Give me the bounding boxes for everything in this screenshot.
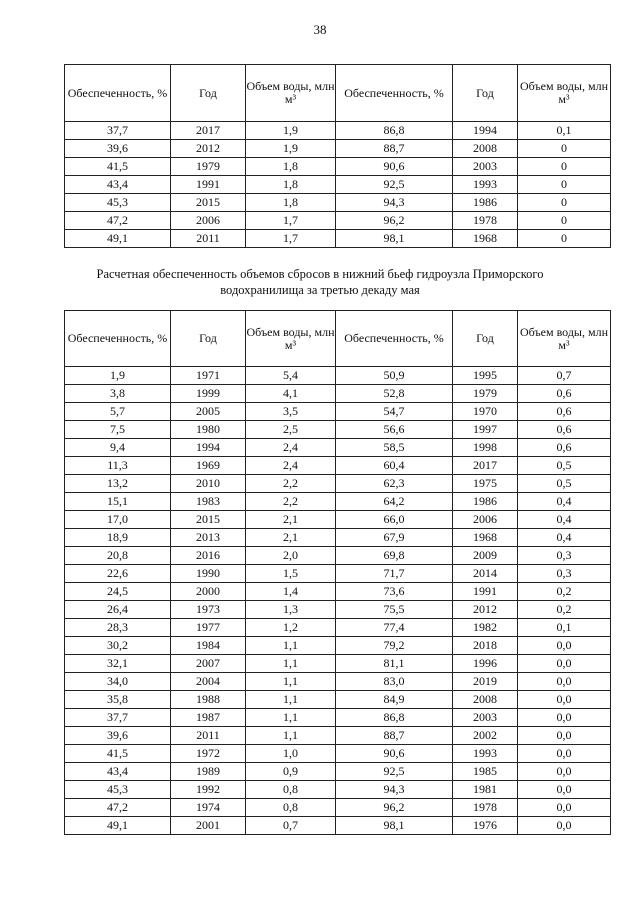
table-row	[65, 457, 611, 475]
cell-probability: 35,8	[65, 691, 171, 709]
cell-volume: 0,0	[518, 817, 611, 835]
table-row	[65, 619, 611, 637]
cell-year: 1982	[453, 619, 518, 637]
cell-probability: 28,3	[65, 619, 171, 637]
table-row	[65, 403, 611, 421]
cell-year: 1983	[171, 493, 246, 511]
cell-year: 2002	[453, 727, 518, 745]
cell-probability: 75,5	[336, 601, 453, 619]
cell-year: 2016	[171, 547, 246, 565]
table-row	[65, 781, 611, 799]
header-year: Год	[171, 311, 246, 367]
cell-volume: 1,1	[246, 727, 336, 745]
cell-volume: 0,6	[518, 403, 611, 421]
table-row	[65, 230, 611, 248]
cell-volume: 1,3	[246, 601, 336, 619]
cell-year: 1989	[171, 763, 246, 781]
header-volume: Объем воды, млн м³	[518, 65, 611, 122]
table-row	[65, 817, 611, 835]
table-row	[65, 745, 611, 763]
cell-volume: 0,6	[518, 385, 611, 403]
cell-year: 1994	[453, 122, 518, 140]
cell-probability: 56,6	[336, 421, 453, 439]
header-year: Год	[453, 311, 518, 367]
cell-probability: 84,9	[336, 691, 453, 709]
cell-year: 2001	[171, 817, 246, 835]
cell-year: 1979	[171, 158, 246, 176]
cell-probability: 69,8	[336, 547, 453, 565]
cell-probability: 45,3	[65, 194, 171, 212]
cell-year: 1977	[171, 619, 246, 637]
cell-year: 1993	[453, 176, 518, 194]
cell-probability: 39,6	[65, 140, 171, 158]
cell-volume: 1,7	[246, 212, 336, 230]
cell-volume: 0,5	[518, 475, 611, 493]
cell-probability: 94,3	[336, 781, 453, 799]
cell-year: 1974	[171, 799, 246, 817]
table-row	[65, 385, 611, 403]
table-caption: Расчетная обеспеченность объемов сбросов в нижний бьеф гидроузла Приморского водохранилища за третью декаду мая	[96, 267, 544, 297]
cell-year: 2008	[453, 691, 518, 709]
cell-probability: 98,1	[336, 230, 453, 248]
cell-year: 2014	[453, 565, 518, 583]
header-year: Год	[171, 65, 246, 122]
cell-volume: 0,8	[246, 799, 336, 817]
cell-probability: 41,5	[65, 158, 171, 176]
cell-probability: 90,6	[336, 745, 453, 763]
table-row	[65, 122, 611, 140]
cell-year: 1996	[453, 655, 518, 673]
cell-year: 2003	[453, 709, 518, 727]
cell-probability: 5,7	[65, 403, 171, 421]
cell-volume: 0,0	[518, 745, 611, 763]
cell-volume: 0,4	[518, 511, 611, 529]
cell-probability: 73,6	[336, 583, 453, 601]
cell-year: 1973	[171, 601, 246, 619]
cell-volume: 1,1	[246, 709, 336, 727]
table-row	[65, 583, 611, 601]
cell-year: 2010	[171, 475, 246, 493]
cell-year: 2009	[453, 547, 518, 565]
cell-probability: 43,4	[65, 763, 171, 781]
table-row	[65, 140, 611, 158]
table-row	[65, 601, 611, 619]
cell-volume: 0,0	[518, 655, 611, 673]
cell-volume: 0,8	[246, 781, 336, 799]
cell-probability: 20,8	[65, 547, 171, 565]
cell-probability: 64,2	[336, 493, 453, 511]
cell-probability: 30,2	[65, 637, 171, 655]
cell-volume: 0,7	[518, 367, 611, 385]
cell-year: 1975	[453, 475, 518, 493]
cell-year: 1986	[453, 493, 518, 511]
table-row	[65, 637, 611, 655]
cell-year: 2019	[453, 673, 518, 691]
cell-year: 1986	[453, 194, 518, 212]
table-row	[65, 367, 611, 385]
cell-probability: 37,7	[65, 122, 171, 140]
cell-volume: 0,0	[518, 727, 611, 745]
cell-volume: 1,7	[246, 230, 336, 248]
cell-year: 1991	[171, 176, 246, 194]
cell-volume: 0,1	[518, 122, 611, 140]
cell-year: 1976	[453, 817, 518, 835]
cell-probability: 77,4	[336, 619, 453, 637]
cell-volume: 0,3	[518, 565, 611, 583]
cell-volume: 0,4	[518, 529, 611, 547]
cell-probability: 39,6	[65, 727, 171, 745]
header-probability: Обеспеченность, %	[65, 65, 171, 122]
cell-probability: 79,2	[336, 637, 453, 655]
cell-probability: 9,4	[65, 439, 171, 457]
table-row	[65, 655, 611, 673]
cell-year: 2018	[453, 637, 518, 655]
cell-probability: 3,8	[65, 385, 171, 403]
table-row	[65, 547, 611, 565]
cell-year: 1993	[453, 745, 518, 763]
cell-probability: 50,9	[336, 367, 453, 385]
cell-probability: 47,2	[65, 212, 171, 230]
cell-volume: 1,8	[246, 176, 336, 194]
table-row	[65, 763, 611, 781]
cell-probability: 86,8	[336, 709, 453, 727]
cell-volume: 0,2	[518, 601, 611, 619]
cell-probability: 18,9	[65, 529, 171, 547]
cell-year: 2012	[453, 601, 518, 619]
cell-volume: 0	[518, 212, 611, 230]
table-row	[65, 158, 611, 176]
cell-probability: 24,5	[65, 583, 171, 601]
cell-volume: 2,4	[246, 439, 336, 457]
cell-volume: 0,0	[518, 763, 611, 781]
cell-probability: 83,0	[336, 673, 453, 691]
cell-year: 1968	[453, 529, 518, 547]
cell-probability: 88,7	[336, 140, 453, 158]
cell-volume: 1,2	[246, 619, 336, 637]
cell-probability: 1,9	[65, 367, 171, 385]
cell-volume: 2,1	[246, 529, 336, 547]
cell-probability: 26,4	[65, 601, 171, 619]
header-year: Год	[453, 65, 518, 122]
cell-year: 1979	[453, 385, 518, 403]
cell-probability: 81,1	[336, 655, 453, 673]
cell-probability: 11,3	[65, 457, 171, 475]
cell-probability: 37,7	[65, 709, 171, 727]
cell-year: 1987	[171, 709, 246, 727]
cell-probability: 86,8	[336, 122, 453, 140]
header-volume: Объем воды, млн м³	[246, 311, 336, 367]
table-header-row	[65, 65, 611, 122]
cell-year: 1980	[171, 421, 246, 439]
cell-volume: 2,5	[246, 421, 336, 439]
cell-year: 2012	[171, 140, 246, 158]
cell-volume: 0,0	[518, 637, 611, 655]
cell-probability: 43,4	[65, 176, 171, 194]
cell-year: 1984	[171, 637, 246, 655]
cell-year: 1990	[171, 565, 246, 583]
cell-probability: 96,2	[336, 799, 453, 817]
cell-probability: 34,0	[65, 673, 171, 691]
table-row	[65, 511, 611, 529]
table-row	[65, 529, 611, 547]
cell-year: 1971	[171, 367, 246, 385]
cell-probability: 98,1	[336, 817, 453, 835]
water-volume-table-2	[64, 310, 611, 835]
cell-volume: 1,5	[246, 565, 336, 583]
cell-probability: 92,5	[336, 763, 453, 781]
cell-probability: 32,1	[65, 655, 171, 673]
cell-volume: 0,0	[518, 781, 611, 799]
table-row	[65, 439, 611, 457]
cell-volume: 0,0	[518, 691, 611, 709]
cell-volume: 5,4	[246, 367, 336, 385]
cell-volume: 0,9	[246, 763, 336, 781]
cell-year: 2006	[453, 511, 518, 529]
header-probability: Обеспеченность, %	[65, 311, 171, 367]
cell-probability: 96,2	[336, 212, 453, 230]
cell-probability: 49,1	[65, 817, 171, 835]
table-row	[65, 212, 611, 230]
cell-year: 1981	[453, 781, 518, 799]
cell-year: 1969	[171, 457, 246, 475]
cell-probability: 94,3	[336, 194, 453, 212]
cell-probability: 52,8	[336, 385, 453, 403]
cell-year: 2005	[171, 403, 246, 421]
table-row	[65, 565, 611, 583]
table-row	[65, 493, 611, 511]
cell-volume: 2,1	[246, 511, 336, 529]
cell-probability: 60,4	[336, 457, 453, 475]
cell-year: 1978	[453, 799, 518, 817]
cell-volume: 0,6	[518, 421, 611, 439]
header-probability: Обеспеченность, %	[336, 311, 453, 367]
cell-volume: 0,2	[518, 583, 611, 601]
cell-year: 1968	[453, 230, 518, 248]
cell-volume: 0,7	[246, 817, 336, 835]
cell-volume: 0	[518, 230, 611, 248]
cell-volume: 1,8	[246, 158, 336, 176]
cell-year: 1991	[453, 583, 518, 601]
cell-volume: 0	[518, 194, 611, 212]
cell-probability: 45,3	[65, 781, 171, 799]
cell-probability: 49,1	[65, 230, 171, 248]
cell-volume: 0,6	[518, 439, 611, 457]
header-volume: Объем воды, млн м³	[246, 65, 336, 122]
cell-volume: 0,3	[518, 547, 611, 565]
cell-volume: 1,4	[246, 583, 336, 601]
cell-probability: 58,5	[336, 439, 453, 457]
cell-volume: 3,5	[246, 403, 336, 421]
cell-probability: 92,5	[336, 176, 453, 194]
cell-volume: 0,5	[518, 457, 611, 475]
cell-volume: 1,1	[246, 673, 336, 691]
cell-year: 1992	[171, 781, 246, 799]
cell-volume: 0	[518, 140, 611, 158]
cell-year: 1985	[453, 763, 518, 781]
cell-year: 2004	[171, 673, 246, 691]
table-row	[65, 709, 611, 727]
cell-year: 2017	[453, 457, 518, 475]
cell-volume: 1,1	[246, 655, 336, 673]
cell-year: 2011	[171, 727, 246, 745]
cell-year: 2017	[171, 122, 246, 140]
cell-probability: 62,3	[336, 475, 453, 493]
cell-year: 2008	[453, 140, 518, 158]
cell-year: 1988	[171, 691, 246, 709]
cell-year: 2007	[171, 655, 246, 673]
table-row	[65, 673, 611, 691]
cell-volume: 2,4	[246, 457, 336, 475]
cell-probability: 54,7	[336, 403, 453, 421]
cell-probability: 90,6	[336, 158, 453, 176]
cell-volume: 0,0	[518, 709, 611, 727]
cell-year: 1994	[171, 439, 246, 457]
cell-volume: 0,0	[518, 673, 611, 691]
cell-volume: 1,0	[246, 745, 336, 763]
cell-volume: 1,8	[246, 194, 336, 212]
cell-probability: 41,5	[65, 745, 171, 763]
cell-volume: 1,9	[246, 122, 336, 140]
cell-volume: 2,0	[246, 547, 336, 565]
table-row	[65, 799, 611, 817]
cell-volume: 0	[518, 176, 611, 194]
cell-probability: 66,0	[336, 511, 453, 529]
cell-year: 1970	[453, 403, 518, 421]
cell-volume: 0,4	[518, 493, 611, 511]
cell-probability: 15,1	[65, 493, 171, 511]
cell-probability: 7,5	[65, 421, 171, 439]
cell-year: 1995	[453, 367, 518, 385]
cell-year: 2015	[171, 194, 246, 212]
cell-volume: 0,0	[518, 799, 611, 817]
table-row	[65, 194, 611, 212]
cell-probability: 47,2	[65, 799, 171, 817]
cell-year: 1999	[171, 385, 246, 403]
table-header-row	[65, 311, 611, 367]
cell-year: 1997	[453, 421, 518, 439]
cell-volume: 1,1	[246, 691, 336, 709]
cell-volume: 2,2	[246, 475, 336, 493]
cell-year: 2011	[171, 230, 246, 248]
cell-volume: 4,1	[246, 385, 336, 403]
table-row	[65, 727, 611, 745]
cell-year: 1978	[453, 212, 518, 230]
table-row	[65, 421, 611, 439]
cell-year: 2000	[171, 583, 246, 601]
header-probability: Обеспеченность, %	[336, 65, 453, 122]
table-row	[65, 475, 611, 493]
cell-volume: 0	[518, 158, 611, 176]
cell-year: 1998	[453, 439, 518, 457]
cell-year: 1972	[171, 745, 246, 763]
cell-probability: 88,7	[336, 727, 453, 745]
table-row	[65, 176, 611, 194]
cell-probability: 67,9	[336, 529, 453, 547]
cell-volume: 0,1	[518, 619, 611, 637]
cell-year: 2003	[453, 158, 518, 176]
cell-volume: 1,1	[246, 637, 336, 655]
page-number: 38	[313, 22, 327, 37]
cell-probability: 71,7	[336, 565, 453, 583]
cell-probability: 22,6	[65, 565, 171, 583]
cell-probability: 13,2	[65, 475, 171, 493]
cell-year: 2013	[171, 529, 246, 547]
cell-year: 2006	[171, 212, 246, 230]
table-row	[65, 691, 611, 709]
water-volume-table-1	[64, 64, 611, 248]
header-volume: Объем воды, млн м³	[518, 311, 611, 367]
cell-volume: 2,2	[246, 493, 336, 511]
cell-volume: 1,9	[246, 140, 336, 158]
cell-probability: 17,0	[65, 511, 171, 529]
cell-year: 2015	[171, 511, 246, 529]
